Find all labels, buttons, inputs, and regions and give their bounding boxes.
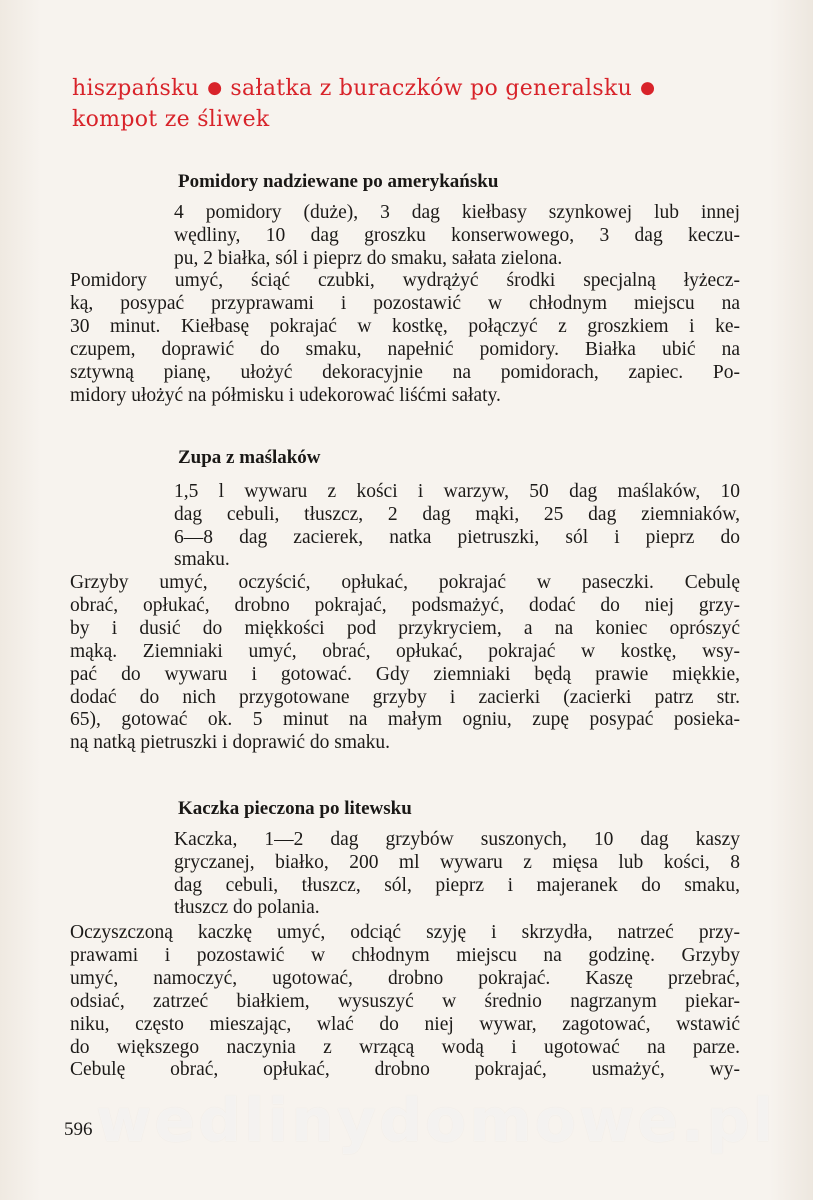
header-line-2	[72, 105, 762, 134]
header-item-1: hiszpańsku	[72, 76, 200, 101]
instructions-line: ką, posypać przyprawami i pozostawić w chłodnym miejscu na	[70, 292, 740, 314]
recipe-title: Kaczka pieczona po litewsku	[178, 798, 412, 819]
instructions-line: odsiać, zatrzeć białkiem, wysuszyć w średnio nagrzanym piekar-	[70, 990, 740, 1012]
recipe-title: Pomidory nadziewane po amerykańsku	[178, 171, 499, 192]
instructions-line: 30 minut. Kiełbasę pokrajać w kostkę, połączyć z groszkiem i ke-	[70, 315, 740, 337]
header-item-3: kompot ze śliwek	[72, 107, 270, 132]
instructions-line: midory ułożyć na półmisku i udekorować liśćmi sałaty.	[70, 384, 501, 406]
instructions-line: czupem, doprawić do smaku, napełnić pomidory. Białka ubić na	[70, 338, 740, 360]
ingredients-line: 1,5 l wywaru z kości i warzyw, 50 dag maślaków, 10	[174, 481, 740, 502]
instructions-line: mąką. Ziemniaki umyć, obrać, opłukać, pokrajać w kostkę, wsy-	[70, 640, 740, 662]
instructions-line: Pomidory umyć, ściąć czubki, wydrążyć środki specjalną łyżecz-	[70, 270, 740, 291]
recipe-instructions	[70, 270, 740, 407]
ingredients-line: pu, 2 białka, sól i pieprz do smaku, sałata zielona.	[174, 247, 563, 269]
ingredients-line: 6—8 dag zacierek, natka pietruszki, sól i pieprz do	[174, 526, 740, 548]
recipe-ingredients	[174, 829, 740, 920]
bullet-icon: ●	[207, 78, 223, 98]
instructions-line: obrać, opłukać, drobno pokrajać, podsmażyć, dodać do niej grzy-	[70, 594, 740, 616]
recipe-instructions	[70, 572, 740, 755]
instructions-line: niku, często mieszając, wlać do niej wywar, zagotować, wstawić	[70, 1013, 740, 1035]
instructions-line: umyć, namoczyć, ugotować, drobno pokrajać. Kaszę przebrać,	[70, 967, 740, 989]
ingredients-line: gryczanej, białko, 200 ml wywaru z mięsa lub kości, 8	[174, 851, 740, 873]
instructions-line: ną natką pietruszki i doprawić do smaku.	[70, 732, 391, 754]
instructions-line: prawami i pozostawić w chłodnym miejscu na godzinę. Grzyby	[70, 944, 740, 966]
header-line-1	[72, 74, 762, 105]
instructions-line: 65), gotować ok. 5 minut na małym ogniu, zupę posypać posieka-	[70, 709, 740, 731]
ingredients-line: 4 pomidory (duże), 3 dag kiełbasy szynkowej lub innej	[174, 202, 740, 223]
instructions-line: Grzyby umyć, oczyścić, opłukać, pokrajać w paseczki. Cebulę	[70, 572, 740, 593]
instructions-line: dodać do nich przygotowane grzyby i zacierki (zacierki patrz str.	[70, 686, 740, 708]
header-item-2: sałatka z buraczków po generalsku	[230, 76, 633, 101]
ingredients-line: dag cebuli, tłuszcz, sól, pieprz i majeranek do smaku,	[174, 874, 740, 896]
ingredients-line: wędliny, 10 dag groszku konserwowego, 3 dag keczu-	[174, 224, 740, 246]
instructions-line: do większego naczynia z wrzącą wodą i ugotować na parze.	[70, 1036, 740, 1058]
instructions-line: by i dusić do miękkości pod przykryciem, a na koniec oprószyć	[70, 617, 740, 639]
ingredients-line: smaku.	[174, 549, 230, 571]
recipe-instructions	[70, 922, 740, 1082]
watermark: wedlinydomowe.pl	[96, 1086, 777, 1156]
page-number: 596	[64, 1119, 93, 1140]
ingredients-line: Kaczka, 1—2 dag grzybów suszonych, 10 dag kaszy	[174, 829, 740, 850]
ingredients-line: tłuszcz do polania.	[174, 897, 320, 919]
recipe-ingredients	[174, 481, 740, 572]
bullet-icon: ●	[640, 78, 656, 98]
recipe-title: Zupa z maślaków	[178, 447, 321, 468]
instructions-line: Oczyszczoną kaczkę umyć, odciąć szyję i skrzydła, natrzeć przy-	[70, 922, 740, 943]
instructions-line: pać do wywaru i gotować. Gdy ziemniaki będą prawie miękkie,	[70, 663, 740, 685]
recipe-ingredients	[174, 202, 740, 270]
chapter-header	[72, 74, 762, 134]
instructions-line: Cebulę obrać, opłukać, drobno pokrajać, usmażyć, wy-	[70, 1059, 740, 1081]
instructions-line: sztywną pianę, ułożyć dekoracyjnie na pomidorach, zapiec. Po-	[70, 361, 740, 383]
ingredients-line: dag cebuli, tłuszcz, 2 dag mąki, 25 dag ziemniaków,	[174, 503, 740, 525]
